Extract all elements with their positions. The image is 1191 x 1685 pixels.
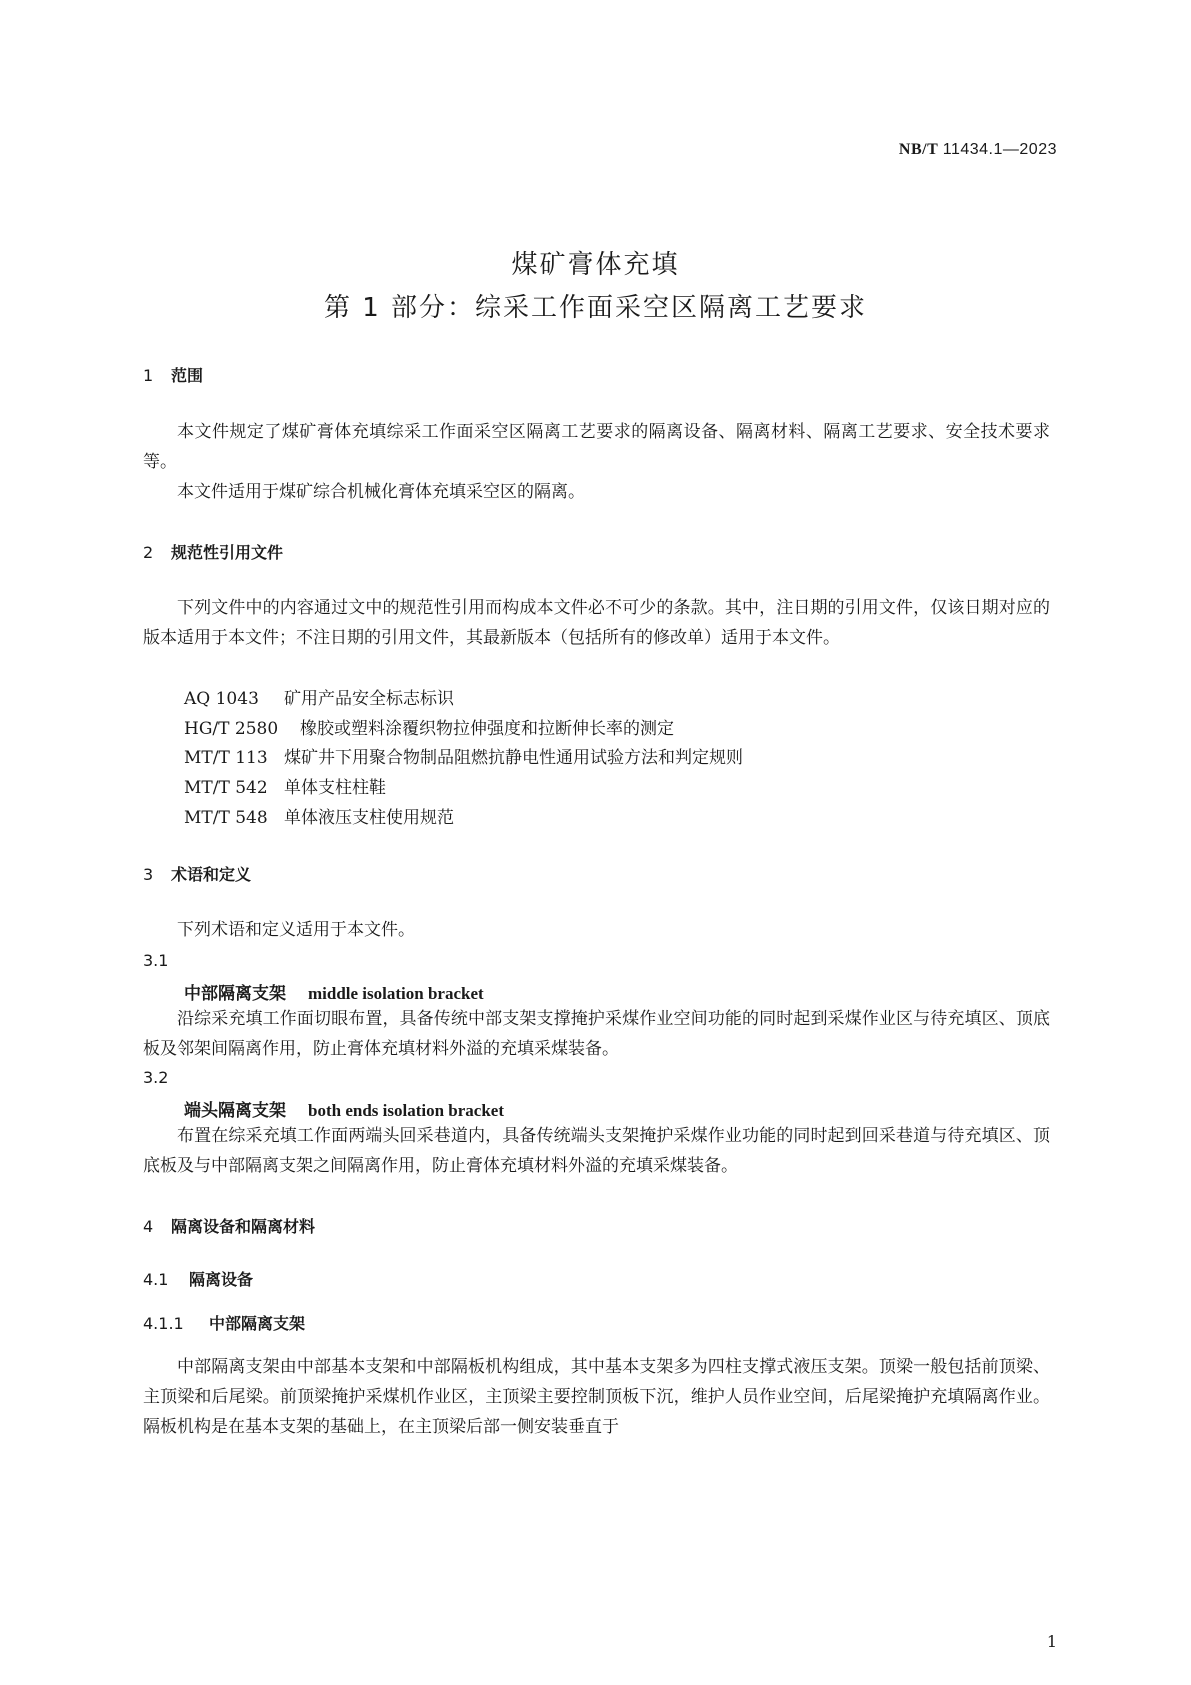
subsection-4-1-1-heading — [143, 1311, 305, 1334]
paragraph: 本文件适用于煤矿综合机械化膏体充填采空区的隔离。 — [177, 482, 585, 502]
term-heading — [184, 979, 484, 1004]
page-number: 1 — [1046, 1632, 1057, 1651]
standard-number — [899, 141, 1057, 159]
reference-code: MT/T 113 — [184, 748, 268, 768]
standard-serial: 11434.1—2023 — [942, 141, 1057, 158]
term-zh: 端头隔离支架 — [184, 1101, 286, 1121]
reference-title: 单体支柱柱鞋 — [284, 778, 386, 798]
reference-item — [184, 773, 386, 798]
subsection-number: 4.1.1 — [143, 1314, 184, 1333]
section-title: 规范性引用文件 — [171, 543, 284, 562]
reference-code: MT/T 548 — [184, 808, 268, 828]
document-title: 煤矿膏体充填 — [511, 250, 680, 280]
paragraph: 下列术语和定义适用于本文件。 — [177, 920, 415, 940]
reference-code: MT/T 542 — [184, 778, 268, 798]
reference-item — [184, 803, 454, 828]
term-definition: 沿综采充填工作面切眼布置，具备传统中部支架支撑掩护采煤作业空间功能的同时起到采煤作业区与待充填区、顶底板及邻架间隔离作用，防止膏体充填材料外溢的充填采煤装备。 — [143, 1009, 1050, 1059]
term-heading — [184, 1096, 504, 1121]
subsection-title: 隔离设备 — [189, 1270, 254, 1289]
reference-title: 单体液压支柱使用规范 — [284, 808, 454, 828]
paragraph: 中部隔离支架由中部基本支架和中部隔板机构组成，其中基本支架多为四柱支撑式液压支架。顶梁一般包括前顶梁、主顶梁和后尾梁。前顶梁掩护采煤机作业区，主顶梁主要控制顶板下沉，维护人员作业空间，后尾梁掩护充填隔离作业。隔板机构是在基本支架的基础上，在主顶梁后部一侧安装垂直于 — [143, 1357, 1050, 1437]
reference-item — [184, 714, 674, 739]
term-definition: 布置在综采充填工作面两端头回采巷道内，具备传统端头支架掩护采煤作业功能的同时起到回采巷道与待充填区、顶底板及与中部隔离支架之间隔离作用，防止膏体充填材料外溢的充填采煤装备。 — [143, 1126, 1050, 1176]
reference-code: AQ 1043 — [184, 689, 259, 709]
reference-title: 橡胶或塑料涂覆织物拉伸强度和拉断伸长率的测定 — [300, 719, 674, 739]
document-subtitle: 第 1 部分：综采工作面采空区隔离工艺要求 — [323, 293, 868, 323]
section-title: 术语和定义 — [171, 865, 252, 884]
section-2-heading — [143, 540, 283, 563]
section-4-heading — [143, 1214, 315, 1237]
clause-number: 3.1 — [143, 951, 169, 970]
paragraph: 下列文件中的内容通过文中的规范性引用而构成本文件必不可少的条款。其中，注日期的引用文件，仅该日期对应的版本适用于本文件；不注日期的引用文件，其最新版本（包括所有的修改单）适用于本文件。 — [143, 598, 1050, 648]
section-title: 范围 — [171, 366, 204, 385]
section-number: 2 — [143, 543, 154, 562]
subsection-number: 4.1 — [143, 1270, 169, 1289]
reference-code: HG/T 2580 — [184, 719, 279, 739]
section-number: 4 — [143, 1217, 154, 1236]
subsection-4-1-heading — [143, 1267, 253, 1290]
paragraph: 本文件规定了煤矿膏体充填综采工作面采空区隔离工艺要求的隔离设备、隔离材料、隔离工艺要求、安全技术要求等。 — [143, 422, 1050, 472]
section-1-heading — [143, 363, 203, 386]
term-zh: 中部隔离支架 — [184, 984, 286, 1004]
reference-title: 煤矿井下用聚合物制品阻燃抗静电性通用试验方法和判定规则 — [284, 748, 743, 768]
term-en: middle isolation bracket — [308, 984, 484, 1003]
section-3-heading — [143, 862, 251, 885]
section-number: 1 — [143, 366, 154, 385]
reference-title: 矿用产品安全标志标识 — [284, 689, 454, 709]
section-title: 隔离设备和隔离材料 — [171, 1217, 316, 1236]
clause-number: 3.2 — [143, 1068, 169, 1087]
reference-item — [184, 684, 454, 709]
reference-item — [184, 743, 743, 768]
subsection-title: 中部隔离支架 — [209, 1314, 306, 1333]
term-en: both ends isolation bracket — [308, 1101, 504, 1120]
section-number: 3 — [143, 865, 154, 884]
standard-code: NB/T — [898, 141, 939, 158]
